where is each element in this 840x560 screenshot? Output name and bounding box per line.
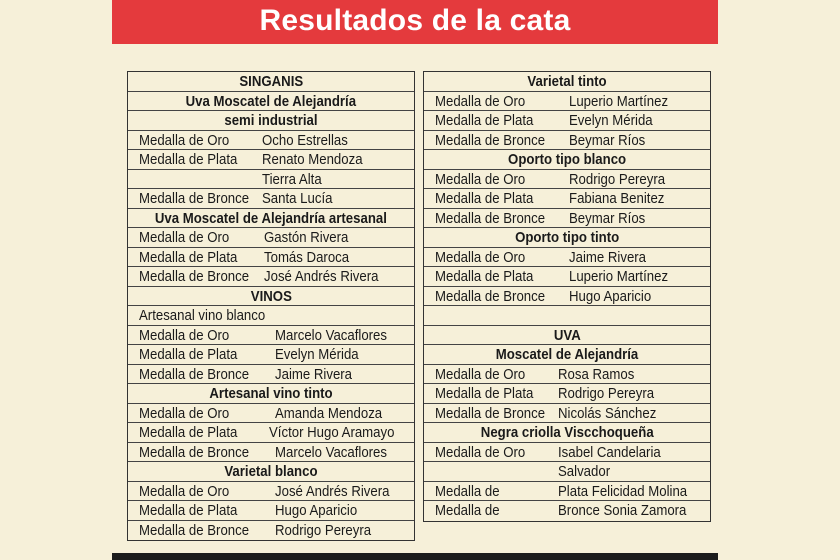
subheading-oporto-blanco: Oporto tipo blanco [424, 150, 710, 170]
result-row: Medalla de Bronce Rodrigo Pereyra [139, 521, 372, 539]
result-row: Medalla de Oro Amanda Mendoza [128, 404, 414, 424]
subheading-moscatel-semi-2: semi industrial [128, 111, 414, 131]
singanis-vinos-column [127, 71, 415, 541]
section-heading-uva: UVA [424, 326, 710, 346]
result-row: Medalla de Oro Ocho Estrellas [128, 131, 414, 151]
page-title: Resultados de la cata [112, 0, 718, 44]
result-row: Medalla de Plata Evelyn Mérida [128, 345, 414, 365]
result-row: Medalla de Bronce Sonia Zamora [435, 502, 687, 519]
result-row: Medalla de Plata Luperio Martínez [424, 267, 710, 287]
subheading-moscatel-semi-1: Uva Moscatel de Alejandría [128, 92, 414, 112]
result-row: Medalla de Oro Luperio Martínez [424, 92, 710, 112]
result-row: Medalla de Bronce Hugo Aparicio [424, 287, 710, 307]
result-row: Medalla de Plata Víctor Hugo Aramayo [128, 423, 414, 443]
result-row: Medalla de Plata Renato Mendoza [128, 150, 414, 170]
result-row: Medalla de Oro Rosa Ramos [424, 365, 710, 385]
subheading-moscatel-artesanal: Uva Moscatel de Alejandría artesanal [128, 209, 414, 229]
section-heading-vinos: VINOS [128, 287, 414, 307]
result-row: Medalla de Oro Gastón Rivera [128, 228, 414, 248]
subheading-oporto-tinto: Oporto tipo tinto [424, 228, 710, 248]
subheading-vino-blanco: Artesanal vino blanco [128, 306, 414, 326]
result-row: Medalla de Oro José Andrés Rivera [128, 482, 414, 502]
subheading-moscatel: Moscatel de Alejandría [424, 345, 710, 365]
result-row: Salvador [424, 462, 710, 482]
bottom-rule [112, 553, 718, 560]
result-row: Medalla de Bronce Jaime Rivera [128, 365, 414, 385]
result-row: Medalla de Oro Jaime Rivera [424, 248, 710, 268]
result-row: Medalla de Bronce Marcelo Vacaflores [128, 443, 414, 463]
result-row: Medalla de Plata Evelyn Mérida [424, 111, 710, 131]
result-row: Medalla de Oro Rodrigo Pereyra [424, 170, 710, 190]
result-row: Medalla de Oro Isabel Candelaria [424, 443, 710, 463]
result-row: Medalla de Plata Fabiana Benitez [424, 189, 710, 209]
result-row: Medalla de Plata Hugo Aparicio [128, 501, 414, 521]
result-row: Medalla de Bronce Santa Lucía [128, 189, 414, 209]
result-row: Tierra Alta [128, 170, 414, 190]
result-row: Medalla de Bronce Beymar Ríos [424, 209, 710, 229]
result-row: Medalla de Bronce Beymar Ríos [424, 131, 710, 151]
subheading-negra-criolla: Negra criolla Viscchoqueña [424, 423, 710, 443]
subheading-vino-tinto: Artesanal vino tinto [128, 384, 414, 404]
result-row: Medalla de Plata Tomás Daroca [128, 248, 414, 268]
spacer-row [424, 306, 710, 326]
subheading-varietal-tinto: Varietal tinto [424, 72, 710, 92]
subheading-varietal-blanco: Varietal blanco [128, 462, 414, 482]
result-row: Medalla de Bronce José Andrés Rivera [128, 267, 414, 287]
result-row: Medalla de Plata Felicidad Molina [424, 482, 710, 502]
result-row: Medalla de Oro Marcelo Vacaflores [128, 326, 414, 346]
result-row: Medalla de Bronce Nicolás Sánchez [424, 404, 710, 424]
result-row: Medalla de Plata Rodrigo Pereyra [424, 384, 710, 404]
section-heading-singanis: SINGANIS [128, 72, 414, 92]
vinos-uva-column [423, 71, 711, 522]
